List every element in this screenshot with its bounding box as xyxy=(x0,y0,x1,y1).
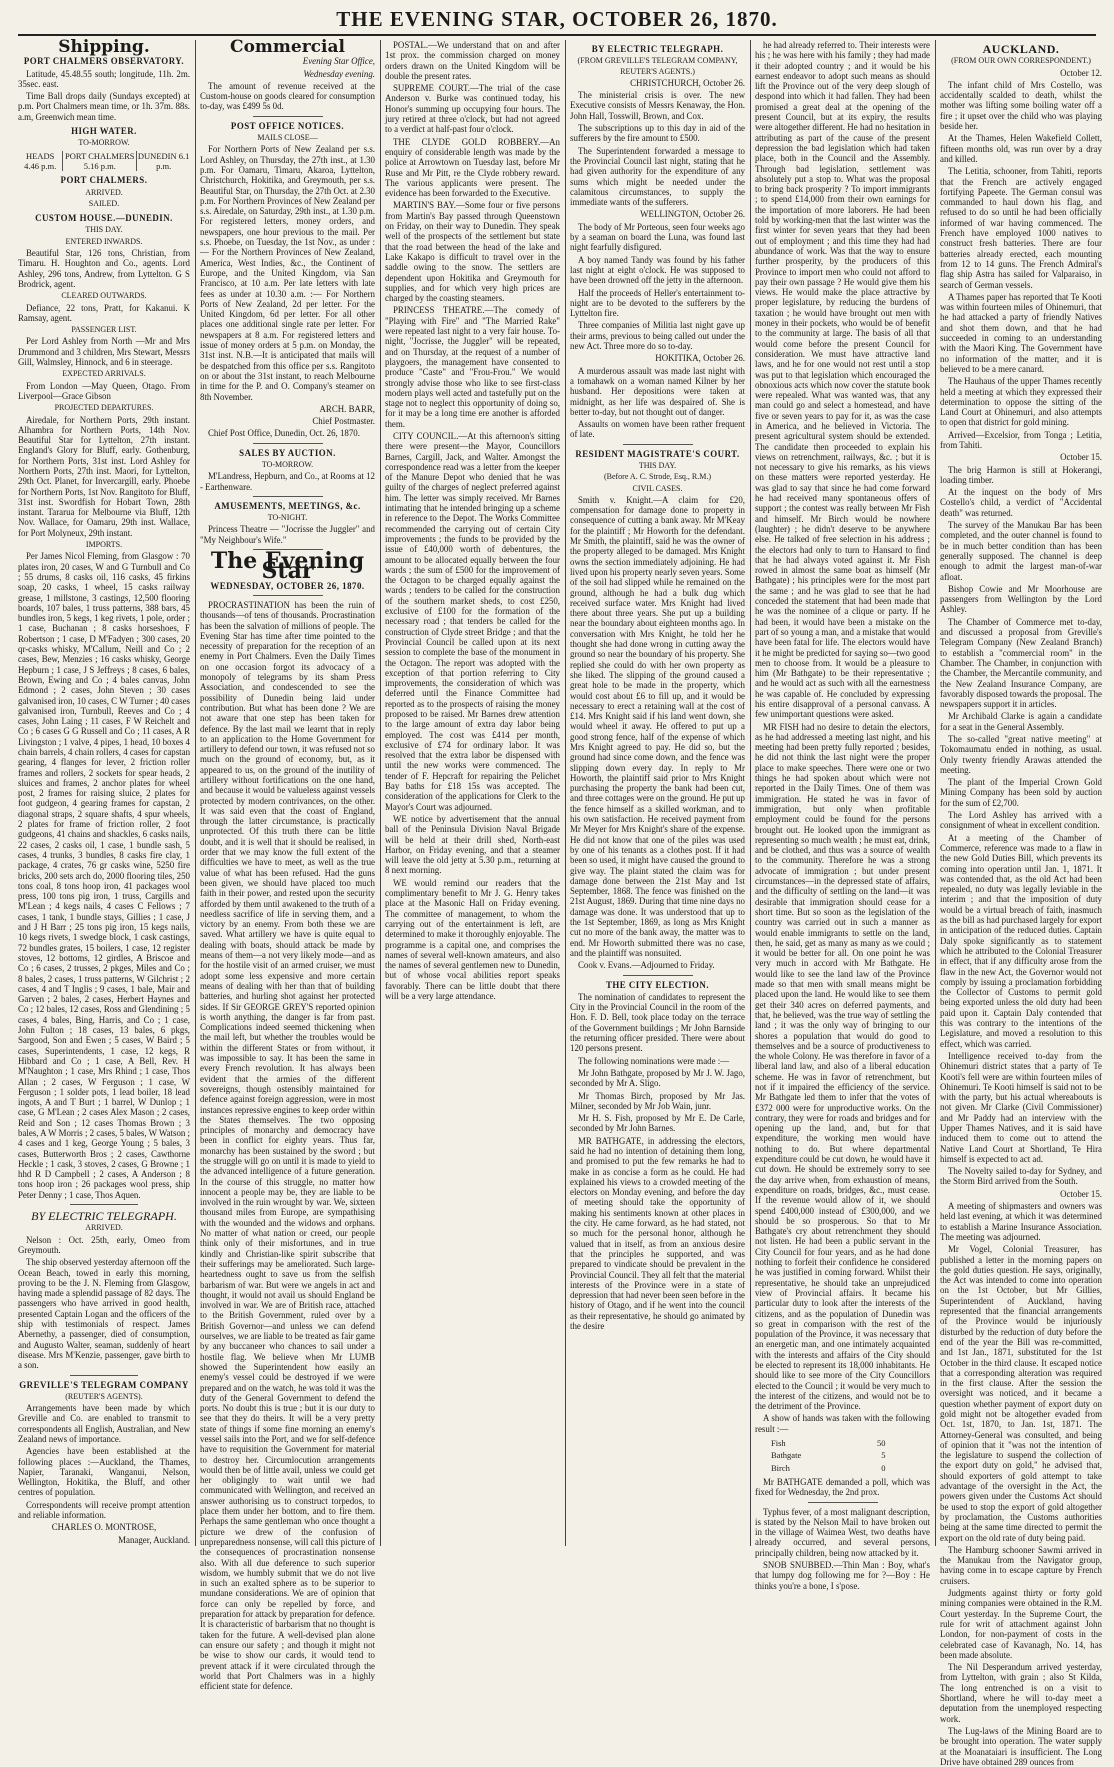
column-auckland xyxy=(936,40,1106,1767)
divider xyxy=(70,1375,139,1376)
tide-heads: HEADS 4.46 p.m. xyxy=(24,150,57,171)
auckland-item: Mr Archibald Clarke is again a candidate for a seat in the General Assembly. xyxy=(940,711,1102,732)
election-text-5: Mr H. S. Fish, proposed by Mr E. De Carle, seconded by Mr John Barnes. xyxy=(570,1113,745,1134)
table-row xyxy=(769,1438,888,1448)
election-cont-1: he had already referred to. Their interests were his ; he was here with his family ; they had made it their adopted country ; and it would be his earnest endeavor to adopt such means as should lift the Province out of the very deep slough of despond into which it had fallen. They had been promised a great deal at the opening of the present Council, but at its expiry, the results were altogether different. He had no hesitation in attributing as part of the cause of the present depression the bad legislation which had taken place, both in the Council and the Assembly. Through bad legislation, settlement was absolutely put a stop to. What was the proposal to bring back prosperity ? To import immigrants ; to spend £14,000 from their own earnings for the importation of more laborers. He had been told by working-men that the last winter was the first winter for seven years that they had been out of employment ; and this time they had had abundance of work. Was that the way to ensure further prosperity, by the producers of this Province to import men who could not afford to pay their own passage ? He would give them his views. He would make the place attractive by proper legislature, by reducing the burdens of taxation ; he would have brought out men with money in their pockets, who would be of benefit to the community at large. The basis of all that would come before the present Council for consideration. We must have attractive land laws, and he for one would not rest until a stop was put to that legislation which encouraged the obnoxious acts which now cover the statute book were repealed. What was wanted was, that any man could go and select a homestead, and have five or seven years to pay for it, as was the case in America, and he believed in Victoria. The present agricultural system should be extended. The candidate then proceeded to explain his views on retrenchment, railways, &c. ; but it is not necessary to give his remarks, as his views on these matters were reported yesterday. He was glad to say that since he had come forward he had received many spontaneous offers of support ; the contest was really between Mr Fish and himself. Mr Birch would be nowhere (laughter) ; he didn't deserve to be anywhere else. He talked of free selection in his address ; the electors had only to turn to Hansard to find that he had always voted against it. Mr Fish rowed in almost the same boat as himself (Mr Bathgate) ; his principles were for the most part the same ; and he was glad to see that he had conceded the statement that had been made that he was the nominee of a clique or party. If he had been, it would have been a mistake on the part of so young a man, and a mistake that would have been fatal for life. The electors would have it he might be predicted for saying so—two good men to choose from. It would be a pleasure to him (Mr Bathgate) to be their representative ; and he would act as such with all the earnestness he was capable of. He concluded by expressing his entire disapproval of a personal canvass. A few unimportant questions were asked. xyxy=(755,40,930,720)
column-editorial-cont xyxy=(381,40,564,1546)
sales-tomorrow-label: TO-MORROW. xyxy=(261,459,314,469)
auckland-item: The so-called "great native meeting" at Tokomaumatu ended in nothing, as usual. Only twenty friendly Arawas attended the meeting. xyxy=(940,734,1102,775)
column-telegraph xyxy=(566,40,749,1546)
vote-table xyxy=(767,1436,890,1475)
typhus-item: Typhus fever, of a most malignant description, is stated by the Nelson Mail to have broken out in the village of Waimea West, two deaths have already occurred, and several persons, principally children, being now attacked by it. xyxy=(755,1506,930,1558)
et-arrived-label: ARRIVED. xyxy=(85,1223,123,1233)
high-water-heading: HIGH WATER. xyxy=(71,126,137,137)
wellington-dateline: WELLINGTON, October 26. xyxy=(640,209,745,220)
telegraph-subheading: (FROM GREVILLE'S TELEGRAM COMPANY, REUTER'S AGENTS.) xyxy=(577,56,738,76)
commercial-heading: Commercial xyxy=(230,37,345,57)
show-of-hands: A show of hands was taken with the following result :— xyxy=(755,1413,930,1434)
divider xyxy=(253,443,323,444)
entered-inwards-text: Beautiful Star, 126 tons, Christian, from Timaru. H. Houghton and Co., agents. Lord Ashley, 296 tons, Andrew, from Lyttelton. G S Brodrick, agent. xyxy=(18,248,190,289)
column-commercial xyxy=(196,37,379,1692)
auckland-item: Arrived—Excelsior, from Tonga ; Letitia, from Tahiti. xyxy=(940,429,1102,450)
election-text-1: The nomination of candidates to represent the City in the Provincial Council in the room of the Hon. F. D. Bell, took place today on the terrace of the Government buildings ; Mr John Barnside the returning officer presided. There were about 120 persons present. xyxy=(570,991,745,1054)
expected-arrivals-text: From London —May Queen, Otago. From Liverpool—Grace Gibson xyxy=(18,380,190,401)
auckland-item: The infant child of Mrs Costello, was accidentally scalded to death, whilst the mother was lifting some boiling water off a fire ; it upset over the child who was playing beside her. xyxy=(940,79,1102,132)
sales-heading: SALES BY AUCTION. xyxy=(239,447,336,458)
auckland-item: The survey of the Manukau Bar has been completed, and the outer channel is found to be in much better condition than has been generally supposed. The channel is deep enough to admit the largest man-of-war afloat. xyxy=(940,520,1102,582)
projected-departures-label: PROJECTED DEPARTURES. xyxy=(54,403,154,413)
auckland-item: The Letitia, schooner, from Tahiti, reports that the French are actively engaged fortifying Papeete. The German consul was commanded to haul down his flag, and refused to do so until he had been officially informed of war having commenced. The French have employed 1000 natives to construct fresh batteries. There are four batteries already erected, each mounting from 12 to 14 guns. The French Admiral's flag ship Astra has sailed for Valparaiso, in search of German vessels. xyxy=(940,166,1102,290)
tide-dunedin: DUNEDIN 6.1 p.m. xyxy=(137,150,190,171)
page-title: THE EVENING STAR, OCTOBER 26, 1870. xyxy=(336,7,778,31)
table-row xyxy=(769,1463,888,1473)
wellington-item-1: The body of Mr Porteous, seen four weeks ago by a seaman on board the Luna, was found last night fearfully disfigured. xyxy=(570,221,745,253)
election-text-4: Mr Thomas Birch, proposed by Mr Jas. Milner, seconded by Mr Job Wain, junr. xyxy=(570,1090,745,1111)
editorial-date: WEDNESDAY, OCTOBER 26, 1870. xyxy=(210,580,365,591)
election-text-2: The following nominations were made :— xyxy=(578,1055,730,1066)
christchurch-item-1: The ministerial crisis is over. The new Executive consists of Messrs Kenaway, the Hon. John Hall, Tosswill, Brown, and Cox. xyxy=(570,90,745,121)
latitude-text: Latitude, 45.48.55 south; longitude, 11h. 2m. 35sec. east. xyxy=(18,68,190,89)
auckland-item: The Novelty sailed to-day for Sydney, and the Storm Bird arrived from the South. xyxy=(940,1166,1102,1187)
auckland-item: At the inquest on the body of Mrs Costello's child, a verdict of "Accidental death" was returned. xyxy=(940,487,1102,518)
projected-departures-text: Airedale, for Northern Ports, 29th instant. Alhambra for Northern Ports, 14th Nov. Beautiful Star for Lyttelton, 27th instant. England's Glory for Bluff, early. Gothenburg, for Northern Ports, 31st inst. Lord Ashley for Northern Ports, 27th inst. Maori, for Lyttelton, 29th Oct. Planet, for Invercargill, early. Phoebe for Northern Ports, 1st Nov. Rangitoto for Bluff, 31st inst. Swordfish for Hobart Town, 28th instant. Tararua for Melbourne via Bluff, 12th Nov. Wallace, for Oamaru, 29th inst. Wallace, for Port Molyneux, 29th instant. xyxy=(18,414,190,538)
telegraph-heading: BY ELECTRIC TELEGRAPH. xyxy=(591,44,724,54)
election-heading: THE CITY ELECTION. xyxy=(605,979,710,990)
this-day-label: THIS DAY. xyxy=(85,225,123,235)
local-princess-theatre: PRINCESS THEATRE.—The comedy of "Playing with Fire" and "The Married Rake" were repeated last night to a very fair house. To-night, "Jocrisse, the Juggler" will be repeated, and on Thursday, at the request of a number of playgoers, the management have consented to produce "Caste" and "Frou-Frou." We would strongly advise those who like to see first-class modern plays well acted and tastefully put on the stage not to neglect this opportunity of doing so, for it may be a long time ere another is afforded them. xyxy=(385,305,560,429)
wellington-item-3: Half the proceeds of Heller's entertainment to-night are to be devoted to the sufferers by the Lyttelton fire. xyxy=(570,287,745,319)
time-ball-text: Time Ball drops daily (Sundays excepted) at p.m. Port Chalmers mean time, or 1h. 37m. 88s. a.m, Greenwich mean time. xyxy=(18,91,190,122)
post-office-date: Chief Post Office, Dunedin, Oct. 26, 1870. xyxy=(208,428,360,439)
auckland-item: The Lug-laws of the Mining Board are to be brought into operation. The water supply at the Moanataiari is insufficient. The Long Drive have obtained 289 ounces from xyxy=(940,1725,1102,1767)
court-case-text: Smith v. Knight.—A claim for £20, compensation for damage done to property in consequence of cutting a bank away. Mr M'Keay for the plaintiff ; Mr Howorth for the defendant. Mr Smith, the plaintiff, said he was the owner of the property alleged to be damaged. Mrs Knight owns the section immediately adjoining. He had lived upon his property nearly seven years. Some of the soil had slipped while he remained on the ground, although he had a bulk dug which received surface water. Mrs Knight had lived there about three years. She put up a building near the boundary about eighteen months ago. In conversation with Mrs Knight, he told her he thought she had done wrong in cutting away the ground so near the boundary of his property. She replied she could do with her own property as she liked. The slipping of the ground caused a great hole to be made in the property, which would cost about £6 to fill up, and it would be necessary to erect a retaining wall at the cost of £14. Mrs Knight said if his land went down, she would wheel it away. He offered to put up a good strong fence, half of the expense of which Mrs Knight agreed to pay. He did so, but the ground had since come down, and the fence was slipping down every day. In reply to Mr Howorth, the plaintiff said prior to Mrs Knight purchasing the property the bank had been cut, and three cottages were on the ground. He put up the fence himself as a skilled workman, and to his own satisfaction. He received payment from Mr Meyer for Mrs Knight's share of the expense. He did not know that one of the piles was used by one of his tenants as a clothes post. If it had been so used, it might have caused the ground to give way. The plaint stated the claim was for damage done between the 21st May and 1st September, 1868. The fence was finished on the 21st August, 1869. During that time nine days no damage was done. It was understood that up to the 1st September, 1869, as long as Mrs Knight cut no more of the bank away, the matter was to end. Mr Howorth submitted there was no case, and the plaintiff was nonsuited. xyxy=(570,494,745,958)
election-cont-2: MR FISH had no desire to detain the electors, as he had addressed a meeting last night, and his meeting had been pretty fully reported ; besides, he did not think the last night were the proper place to make speeches. There were one or two things he had spoken about which were not reported in the Daily Times. One of them was immigration. He stated he was in favor of immigration, but only when profitable employment could be found for the persons brought out. He looked upon the immigrant as representing so much wealth ; he must eat, drink, and be clothed, and thus was a source of wealth to the community. Therefore he was a strong advocate of immigration ; but under present circumstances—in the depressed state of affairs, and the difficulty of settling on the land—it was desirable that immigration should cease for a short time. But so soon as the legislation of the country was carried out in such a manner as would enable immigrants to settle on the land, then, he said, get as many as many as we could ; it would be better for all. On one point he was very much in accord with Mr Bathgate. He would like to see the land law of the Province made so that men with small means might be placed upon the land. He would like to see them get their 340 acres on deferred payments, and that, he believed, was the true way of settling the land ; it was the only way of bringing to our shores a population that would do good to themselves and be a source of productiveness to the whole Colony. He was therefore in favor of a liberal land law, and also of a liberal education scheme. He was in favor of retrenchment, but not if it impaired the efficiency of the service. Mr Bathgate led them to infer that the votes of £372 000 were for unproductive works. On the contrary, they were for roads and bridges and for opening up the land, and, but for that expenditure, the working men would have nothing to do. But where departmental expenditure could be cut down, he would have it cut down. He should be extremely sorry to see the day arrive when, from exhaustion of means, expenditure on roads, bridges, &c., must cease. If the revenue would allow of it, we should spend £400,000 instead of £300,000, and we should be so prosperous. So that to Mr Bathgate's cry about retrenchment they should not listen. He had been a public servant in the City Council for four years, and as he had done nothing to forfeit their confidence he considered he was justified in coming forward. Whilst their representative, he should take an unprejudiced view of Provincial affairs. It became his particular duty to look after the interests of the citizens, and as the population of Dunedin was so great in comparison with the rest of the population of the Province, it was necessary that an energetic man, and one intimately acquainted with the interests and affairs of the City should be elected to represent its 18,000 inhabitants. He should like to see more of the City Councillors elected to the Council ; it would be very much to the interest of the citizens, and would not be to the detriment of the Province. xyxy=(755,721,930,1412)
local-clyde-robbery: THE CLYDE GOLD ROBBERY.—An enquiry of considerable length was made by the police at Arrowtown on Tuesday last, before Mr Ruse and Mr Pitt, re the Clyde robbery reward. The various applicants were present. The evidence has been forwarded to the Executive. xyxy=(385,136,560,199)
auckland-item: The plant of the Imperial Crown Gold Mining Company has been sold by auction for the sum of £2,700. xyxy=(940,777,1102,808)
table-row xyxy=(769,1450,888,1460)
auckland-item: The Lord Ashley has arrived with a consignment of wheat in excellent condition. xyxy=(940,810,1102,831)
cleared-outwards-text: Defiance, 22 tons, Pratt, for Kakanui. K Ramsay, agent. xyxy=(18,302,190,323)
snob-item: SNOB SNUBBED.—Thin Man : Boy, what's that lumpy dog following me for ?—Boy : He thinks you're a bone, I s'pose. xyxy=(755,1560,930,1591)
local-city-council: CITY COUNCIL.—At this afternoon's sitting there were present—the Mayor, Councillors Barnes, Cargill, Jack, and Walter. Amongst the correspondence read was a letter from the keeper of the Manure Depot who denied that he was guilty of the charges of neglect preferred against him. The letter was simply received. Mr Barnes intimating that he intended bringing up a scheme in reference to the Depot. The Works Committee recommended the carrying out of certain City improvements ; the funds to be provided by the issue of £40,000 worth of debentures, the amount to be allocated equally between the four wards ; the sum of £500 for the improvement of the Octagon to be charged equally against the wards ; tenders to be called for the construction of the southern market sheds, to cost £250, exclusive of £100 for the formation of the necessary road ; that tenders be called for the construction of Clyde street Bridge ; and that the Provincial Council be called upon at its next session to complete the base of the monument in the Octagon. The report was adopted with the exception of that portion referring to City improvements, the consideration of which was deferred until the Finance Committee had reported as to the prospects of raising the money proposed to be raised. Mr Barnes drew attention to the large amount of extra day labor being employed. The cost was £414 per month, exclusive of £74 for ordinary labor. It was resolved that the extra labor be dispensed with until the new works were commenced. The tender of F. Hepcraft for repairing the Pelichet Bay baths for £18 15s was accepted. The consideration of the applications for Clerk to the Mayor's Court was adjourned. xyxy=(385,430,560,812)
shipping-heading: Shipping. xyxy=(58,37,150,57)
divider xyxy=(623,444,693,445)
greville-signature-name: CHARLES O. MONTROSE, xyxy=(51,1522,157,1533)
tide-port-chalmers: PORT CHALMERS 5.16 p.m. xyxy=(63,151,137,172)
divider xyxy=(808,1502,878,1503)
court-this-day: THIS DAY. xyxy=(638,460,677,470)
local-postal: POSTAL.—We understand that on and after 1st prox. the commission charged on money orders drawn on the United Kingdom will be double the present rates. xyxy=(385,40,560,81)
divider xyxy=(253,116,323,117)
passenger-list-label: PASSENGER LIST. xyxy=(71,325,137,335)
expected-arrivals-label: EXPECTED ARRIVALS. xyxy=(62,369,146,379)
election-text-6: MR BATHGATE, in addressing the electors, said he had no intention of detaining them long, and promised to put the few remarks he had to make in as concise a form as he could. He had explained his views to a crowded meeting of the electors on Monday evening, and before the day of meeting should take the opportunity of making his sentiments known at other places in the city. He came forward, as he had stated, not so much for the personal honor, although he valued that in itself, as from an anxious desire that the principles he supported, and was prepared to vindicate should be prevalent in the Provincial Council. They all felt that the material interests of the Province were in a state of depression that had never been seen before in the history of Otago, and if he went into the council as their representative, he should go animated by the desire xyxy=(570,1135,745,1332)
auckland-item: The Chamber of Commerce met to-day, and discussed a proposal from Greville's Telegram Company (New Zealand Branch) to establish a "commercial room" in the Chamber. The Chamber, in conjunction with the Chamber, the Mercantile community, and the New Zealand Insurance Company, are favorably disposed towards the proposal. The newspapers support it in articles. xyxy=(940,616,1102,710)
election-text-3: Mr John Bathgate, proposed by Mr J. W. Jago, seconded by Mr A. Sligo. xyxy=(570,1067,745,1089)
vote-count: 50 xyxy=(877,1438,886,1449)
divider xyxy=(253,496,323,497)
amusements-tonight-label: TO-NIGHT. xyxy=(267,513,308,523)
auckland-item: Judgments against thirty or forty gold mining companies were obtained in the R.M. Court yesterday. In the Supreme Court, the rule for writ of attachment against John London, for non-payment of costs in the celebrated case of Kavanagh, No. 14, has been made absolute. xyxy=(940,1588,1102,1660)
auckland-heading: AUCKLAND. xyxy=(982,42,1060,56)
court-cook-evans: Cook v. Evans.—Adjourned to Friday. xyxy=(578,960,715,971)
entered-inwards-label: ENTERED INWARDS. xyxy=(65,236,143,246)
greville-text-2: Agencies have been established at the following places :—Auckland, the Thames, Napier, Taranaki, Wanganui, Nelson, Wellington, Hokitika, the Bluff, and other centres of population. xyxy=(18,1446,190,1498)
poll-demand: Mr BATHGATE demanded a poll, which was fixed for Wednesday, the 2nd prox. xyxy=(755,1476,930,1498)
greville-signature-title: Manager, Auckland. xyxy=(118,1534,190,1545)
vote-candidate: Bathgate xyxy=(771,1450,802,1461)
arrived-label: ARRIVED. xyxy=(85,187,123,197)
vote-candidate: Fish xyxy=(771,1438,786,1449)
masthead xyxy=(18,4,1096,36)
commercial-day: Wednesday evening. xyxy=(303,68,375,79)
local-martins-bay: MARTIN'S BAY.—Some four or five persons from Martin's Bay passed through Queenstown on Friday, on their way to Dunedin. They speak well of the prospects of the settlement but state that the road between the head of the lake and Lake Kakapo is difficult to travel over in the saddle owing to the snow. The settlers are dependent upon Hokitika and Greymouth for supplies, and for which very high prices are charged by the coasting steamers. xyxy=(385,200,560,304)
vote-count: 5 xyxy=(881,1450,886,1461)
greville-heading: GREVILLE'S TELEGRAM COMPANY xyxy=(19,1379,189,1390)
column-shipping xyxy=(14,37,194,1546)
commercial-text: The amount of revenue received at the Custom-house on goods cleared for consumption to-day, was £499 5s 0d. xyxy=(200,80,375,112)
auckland-item: Bishop Cowie and Mr Moorhouse are passengers from Wellington by the Lord Ashley. xyxy=(940,583,1102,615)
divider xyxy=(70,1204,139,1205)
greville-subheading: (REUTER'S AGENTS). xyxy=(65,1391,143,1401)
vote-candidate: Birch xyxy=(771,1462,790,1473)
auckland-item: The Hauhaus of the upper Thames recently held a meeting at which they expressed their determination to oppose the sitting of the Land Court at Ohinemuri, and also attempts to open that district for gold mining. xyxy=(940,376,1102,428)
auckland-date-1: October 12. xyxy=(1060,67,1102,78)
postmaster-title: Chief Postmaster. xyxy=(312,416,375,427)
mails-close-label: MAILS CLOSE— xyxy=(257,133,318,143)
imports-text: Per James Nicol Fleming, from Glasgow : 70 plates iron, 20 cases, W and G Turnbull and Co ; 55 drums, 8 casks oil, 116 casks, 45 firkins soap, 20 casks, 1 wheel, 15 casks railway grease, 1 millstone, 3 castings, 12,500 flooring boards, 107 bales, 1 truss patterns, 388 bars, 45 bundles iron, 5 kegs, 1 keg rivets, 1 pole, order ; 1 case, Buchanan ; 8 casks horseshoes, F Robertson ; 1 case, D M'Fadyen ; 300 cases, 20 qr-casks whisky, M'Callum, Neill and Co ; 2 cases, Bew, Menzies ; 16 casks whisky, George Hepburn ; 1 case, J S Jeffreys ; 8 cases, 6 bales, Brown, Ewing and Co ; 4 bales canvas, John Edmond ; 2 cases, John Steven ; 30 cases galvanised iron, 10 cases, C W Turner ; 40 cases galvanised iron, Turnbull, Reeves and Co ; 4 cases, John Laing ; 11 cases, F W Reichelt and Co ; 6 cases G G Russell and Co ; 11 cases, A R Livingston ; 1 valve, 4 pipes, 1 head, 10 boxes 4 chain barrels, 4 chain rollers, 4 cases for capstan gearing, 4 flanges for lever, 2 friction roller frames and rollers, 2 sockets for spear heads, 2 sluices and frames, 2 anchor plates for wheel post, 2 frames for raising sluice, 2 plates for foot gudgeon, 4 gearing frames for capstan, 2 diagonal straps, 2 square shafts, 4 spur wheels, 2 plates for frame of friction roller, 2 foot gudgeons, 41 chains and shackles, 6 casks nails, 22 cases, 2 casks oil, 1 case, 1 bundle sash, 5 cases, 4 trunks, 3 bundles, 8 casks fire clay, 1 package, 4 crates, 76 gr casks wine, 5250 fire bricks, 200 sets arch do, 2000 flooring tiles, 250 tons coal, 8 tons hoop iron, 41 packages wool press, 100 tons pig iron, 1 truss, Cargills and M'Lean ; 4 kegs nails, 4 cases C Fellows ; 7 cases, 1 tank, 1 bundle stays, Gillies ; 1 case, J and J H Barr ; 25 tons pig iron, 15 kegs nails, 10 kegs rivets, 1 swedge block, 1 cask castings, 72 bundles grates, 15 boilers, 1 case, 12 register stoves, 12 bottoms, 12 girdles, A Briscoe and Co ; 6 cases, 2 trusses, 2 pkges, Miles and Co ; 8 bales, 2 cases, 1 truss patterns, W Gilchrist ; 2 cases, 4 and T Inglis ; 9 cases, 1 bale, Mair and Garven ; 2 bales, 2 cases, Herbert Haynes and Co ; 12 bales, 12 cases, Ross and Glendining ; 5 cases, 4 bales, Bing, Harris, and Co ; 1 case, John Fulton ; 18 cases, 13 bales, 6 pkgs, Sargood, Son and Ewen ; 5 cases, W Baird ; 5 cases, Superintendents, 1 case, 12 kegs, R Hibbard and Co ; 1 case, A Bell, Rev. H M'Naughton ; 1 case, Mrs Rhind ; 1 case, Thos Allan ; 2 cases, W Ferguson ; 1 case, W Ferguson ; 1 solder pots, 1 lead boiler, 18 lead ingots, A and T Burt ; 1 barrel, W Dunlop ; 1 case, G M'Lean ; 2 cases Alex Mason ; 2 cases, Reid and Son ; 12 cases Thomas Brown ; 3 bales, A W Morris ; 2 cases, 5 bales, W Watson ; 4 cases and 1 keg, George Young ; 5 bales, 3 cases, Butterworth Bros ; 2 cases, Cawthorne Heckle ; 1 cask, 3 stoves, 2 cases, G Browne ; 1 hhd R D Campbell ; 2 cases, A Anderson ; 8 tons hoop iron ; 26 packages wool press, ship Peter Denny ; 1 case, Thos Aquen. xyxy=(18,551,191,1200)
cleared-outwards-label: CLEARED OUTWARDS. xyxy=(61,291,147,301)
commercial-office: Evening Star Office, xyxy=(302,56,375,67)
tide-table xyxy=(18,151,190,172)
local-naval-ball: WE notice by advertisement that the annual ball of the Peninsula Division Naval Brigade will be held at their drill shed, North-east Harbor, on Friday evening, and that a steamer will leave the old jetty at 5.30 p.m., returning at 8 next morning. xyxy=(385,813,560,876)
civil-cases-label: CIVIL CASES. xyxy=(632,483,683,493)
column-election-cont xyxy=(751,40,934,1591)
christchurch-item-2: The subscriptions up to this day in aid of the sufferers by the fire amount to £500. xyxy=(570,123,745,144)
greville-text-3: Correspondents will receive prompt attention and reliable information. xyxy=(18,1499,190,1521)
ship-report-text: The ship observed yesterday afternoon off the Ocean Beach, towed in early this morning, proving to be the J. N. Fleming from Glasgow, having made a splendid passage of 82 days. The passengers who have arrived in good health, presented Captain Logan and the officers of the ship with testimonials of respect. James Abernethy, a passenger, died of consumption, and Augusto Walter, seaman, suddenly of heart disease. Mrs M'Kenzie, passenger, gave birth to a son. xyxy=(18,1257,190,1371)
greville-text-1: Arrangements have been made by which Greville and Co. are enabled to transmit to correspondents all English, Australian, and New Zealand news of importance. xyxy=(18,1403,190,1444)
custom-house-heading: CUSTOM HOUSE.—DUNEDIN. xyxy=(35,213,173,224)
newspaper-nameplate: The Evening Star xyxy=(210,548,365,585)
sailed-label: SAILED. xyxy=(88,198,120,208)
amusements-text: Princess Theatre — "Jocrisse the Juggler" and "My Neighbour's Wife." xyxy=(200,524,375,545)
auckland-item: Mr Vogel, Colonial Treasurer, has published a letter in the morning papers on the gold duties question. He says, originally, the Act was intended to come into operation on the 1st October, but Mr Gillies, Superintendent of Auckland, having represented that the financial arrangements of the Province would be injuriously disturbed by the reduction of duty before the end of the year the Bill was re-committed, and 1st Jan., 1871, substituted for the 1st October in the third clause. It escaped notice that a corresponding alteration was required in the first clause. After the session the oversight was noticed, and it became a question whether payment of export duty on gold might not be altogether evaded from Oct. 1st, 1870, to Jan. 1st, 1871. The Attorney-General was consulted, and being of opinion that it "was not the intention of the legislature to suspend the collection of the export duty on gold," he advised that, should exporters of gold attempt to take advantage of the oversight in the Act, the powers given under the Customs Act should be used to stop the export of gold altogether by proclamation, the Customs authorities being at the same time directed to permit the export on the old rate of duty being paid. xyxy=(940,1244,1102,1543)
amusements-heading: AMUSEMENTS, MEETINGS, &c. xyxy=(214,500,361,511)
christchurch-item-3: The Superintendent forwarded a message to the Provincial Council last night, stating that he had given authority for the expenditure of any sums which might be needed under the calamitous circumstances, to supply the immediate wants of the sufferers. xyxy=(570,145,745,208)
electric-telegraph-heading: BY ELECTRIC TELEGRAPH. xyxy=(31,1209,177,1224)
court-heading: RESIDENT MAGISTRATE'S COURT. xyxy=(575,448,740,459)
et-arrived-text: Nelson : Oct. 25th, early, Omeo from Greymouth. xyxy=(18,1234,190,1255)
hokitika-dateline: HOKITIKA, October 26. xyxy=(655,353,745,364)
observatory-heading: PORT CHALMERS OBSERVATORY. xyxy=(23,56,185,67)
tomorrow-label: TO-MORROW. xyxy=(78,138,130,148)
auckland-item: At the Thames, Helen Wakefield Collett, fifteen months old, was run over by a dray and killed. xyxy=(940,133,1102,164)
postmaster-name: ARCH. BARR, xyxy=(319,403,375,414)
local-supreme-court: SUPREME COURT.—The trial of the case Anderson v. Burke was continued today, his Honor's summing up occupying four hours. The jury retired at three o'clock, but had not agreed to a verdict at half-past four o'clock. xyxy=(385,83,560,135)
vote-count: 0 xyxy=(881,1462,886,1473)
auckland-date-2: October 15. xyxy=(1060,452,1102,463)
port-chalmers-heading: PORT CHALMERS. xyxy=(60,175,148,186)
auckland-item: The Nil Desperandum arrived yesterday, from Lyttelton, with grain ; also St Kilda, The long entrenched is on a visit to Shortland, where he will to-day meet a deputation from the unemployed respecting work. xyxy=(940,1662,1102,1724)
passenger-list-text: Per Lord Ashley from North —Mr and Mrs Drummond and 3 children, Mrs Stewart, Messrs Gill, Walmsley, Hinnock, and 6 in steerage. xyxy=(18,336,190,368)
sales-text: M'Landress, Hepburn, and Co., at Rooms at 12 - Earthenware. xyxy=(200,471,375,492)
imports-label: IMPORTS. xyxy=(85,540,123,550)
auckland-item: The Hamburg schooner Sawmi arrived in the Manukau from the Navigator group, having come in to escape capture by French cruisers. xyxy=(940,1544,1102,1586)
auckland-item: A meeting of shipmasters and owners was held last evening, at which it was determined to establish a Marine Insurance Association. The meeting was adjourned. xyxy=(940,1201,1102,1242)
hokitika-item-1: A murderous assault was made last night with a tomahawk on a woman named Kilner by her husband. Her depositions were taken at midnight, as her life was despaired of. She is better to-day, but not thought out of danger. xyxy=(570,365,745,417)
editorial-text: PROCRASTINATION has been the ruin of thousands—of tens of thousands. Procrastination has been the salvation of millions of people. The Evening Star has time after time pointed to the necessity of preparation for the reception of an enemy in Port Chalmers. Even the Daily Times on one occasion forgot its advocacy of a monopoly of telegrams by its sham Press Association, and condescended to see the possibility of Dunedin being laid under contribution. But what has been done ? We are not aware that one step has been taken for defence. By the last mail we learnt that in reply to an application to the Home Government for artillery to defend our town, it was refused not so much on the ground of economy, but, as it appeared to us, on the ground of the inutility of artillery without fortifications on the one hand, and because it would be valueless against vessels protected by modern contrivances, on the other. It was said even that the coast of England, through the latter circumstance, is practically unprotected. Of this truth there can be little doubt, and it is well that it should be realised, in order that we may know the full extent of the difficulties we have to meet, as well as the true value of what has been refused. Had the guns been given, we should have placed too much faith in their power, and rested upon the security afforded by them until awakened to the truth of a needless sacrifice of life in serving them, and a victory by an enemy. From both these we are saved. What artillery we have is quite equal to dealing with boats, should attack be made by means of them—a not very likely mode—and as for the hostile visit of an armed cruiser, we must adopt some less expensive and more certain means of dealing with her than that of building batteries, and hurling shot against her protected sides. If Sir GEORGE GREY'S reported opinion is worth anything, the danger is far from past. Complications indeed seemed thickening when the mail left, but whether the troubles would be within the different States or from without, it was impossible to say. It has been the same in every French revolution. It has always been evident that the armies of the different sovereigns, though ostensibly maintained for defence against foreign aggression, were in most instances repressive engines to keep order within the States themselves. The two opposing principles of monarchy and democracy have been in conflict for eighty years. Thus far, monarchy has been sustained by the sword ; but the struggle will go on until it is made to yield to the advanced intelligence of a future generation. In the course of this struggle, no matter how innocent a people may be, they are liable to be involved in the ruin wrought by war. We, sixteen thousand miles from Europe, are sympathising with the wounded and the widows and orphans. No matter of what nation or creed, our people think only of their misfortunes, and in true kindly and Christian-like spirit subscribe that their sufferings may be ameliorated. Such large-heartedness ought to save us from the selfish barbarism of war. But were we angels in act and thought, it would not avail us should England be involved in war. We are of British race, attached to the British Government, ruled over by a British Governor—and unless we can defend ourselves, we are liable to be treated as fair game by any buccaneer who chances to sail under a hostile flag. We believe when Mr LUMB showed the Superintendent how easily an enemy's vessel could be destroyed if we were prepared and on the watch, he was told it was the duty of the General Government to defend the ports. No doubt this is true ; but it is our duty to see that they do theirs. It will be a very pretty state of things if some fine morning an enemy's vessel sails into the Port, and we for self-defence have to requisition the Government for material to destroy her. Circumlocution arrangements would then be of little avail, unless we could get her obligingly to wait until we had communicated with Wellington, and received an answer authorising us to construct torpedos, to place them under her bottom, and to fire them. Perhaps the same gentleman who once thought a picture we drew of the confusion of unpreparedness nonsense, will call this picture of the consequences of procrastination nonsense also. With all due deference to such superior wisdom, we humbly submit that we do not live in such an exalted sphere as to be superior to mundane considerations. We are of opinion that force can only be repelled by force, and preparation for attack by preparation for defence. It is characteristic of barbarism that no thought is taken for the future. A well-devised plan alone can ensure our safety ; and though it might not be wise to show our cards, it would tend to prevent attack if it were circulated through the world that Port Chalmers was in a highly efficient state for defence. xyxy=(200,599,375,1692)
post-office-text: For Northern Ports of New Zealand per s.s. Lord Ashley, on Thursday, the 27th inst., at 1.30 p.m. For Oamaru, Timaru, Akaroa, Lyttelton, Christchurch, Hokitika, and Greymouth, per s.s. Beautiful Star, on Thursday, the 27th Oct. at 2.30 p.m. For Northern Provinces of New Zealand per s.s. Airedale, on Saturday, 29th inst., at 1.30 p.m. For registered letters, money orders, and newspapers, one hour previous to the mail. Per s.s. Phoebe, on Tuesday, the 1st Nov., as under :— For the Northern Provinces of New Zealand, America, West Indies, &c., the Continent of Europe, and the United Kingdom, via San Francisco, at 10 a.m. Per late letters with late fees as under at 10.30 a.m. :— For Northern Ports of New Zealand, 2d per letter. For the United Kingdom, 6d per letter. For all other places one additional single rate per letter. For newspapers at 8 a.m. For registered letters and issue of money orders at 5 p.m. on Monday, the 31st inst. N.B.—It is anticipated that mails will be despatched from this office per s.s. Rangitoto on or about the 31st instant, to reach Melbourne in time for the P. and O. Company's steamer on 8th November. xyxy=(200,144,375,402)
auckland-item: The brig Harmon is still at Hokerangi, loading timber. xyxy=(940,464,1102,485)
auckland-item: At a meeting of the Chamber of Commerce, reference was made to a flaw in the new Gold Duties Bill, which prevents its coming into operation until Jan. 1, 1871. It was contended that, as the old Act had been repealed, no duty was legally leviable in the interim ; and that the imposition of duty would be a virtual breach of faith, inasmuch as the bill as had purchased largely for export in anticipation of the reduced duties. Captain Daly spoke significantly as to statement which he attributed to the Colonial Treasurer in effect, that if any difficulty arose from the flaw in the new Act, the Governor would not comply by issuing a proclamation forbidding the Collector of Customs to permit gold being exported unless the old duty had been paid upon it. Captain Daly contended that this was contrary to the intentions of the Legislature, and moved a resolution to this effect, which was carried. xyxy=(940,832,1102,1049)
divider xyxy=(253,595,323,596)
court-before: (Before A. C. Strode, Esq., R.M.) xyxy=(603,472,712,482)
auckland-item: A Thames paper has reported that Te Kooti was within fourteen miles of Ohinemuri, that he had attacked a party of friendly Natives and shot them down, and that he had succeeded in coming to an understanding with the Maori King. The Government have no information of the matter, and it is believed to be a mere canard. xyxy=(940,291,1102,374)
auckland-item: Intelligence received to-day from the Ohinemuri district states that a party of Te Kooti's fell were are within fourteen miles of Ohinemuri. Te Kooti himself is said not to be with the party, but his actual whereabouts is not given. Mr Clarke (Civil Commissioner) and Mr Paddy had an interview with the Upper Thames Natives, and it is said have induced them to come out to attend the Native Land Court at Shortland, Te Hira himself is expected to act ad. xyxy=(940,1050,1102,1164)
auckland-subheading: (FROM OUR OWN CORRESPONDENT.) xyxy=(951,56,1091,66)
wellington-item-4: Three companies of Militia last night gave up their arms, previous to being called out under the new Act. Three more do so to-day. xyxy=(570,320,745,352)
divider xyxy=(623,975,693,976)
local-benefit: WE would remind our readers that the complimentary benefit to Mr J. G. Henry takes place at the Masonic Hall on Friday evening. The committee of management, to whom the carrying out of the entertainment is left, are determined to make it thoroughly enjoyable. The programme is a capital one, and comprises the names of several well-known amateurs, and also the names of several gentlemen new to Dunedin, but of whose vocal abilities report speaks favorably. There can be little doubt that there will be a very large attendance. xyxy=(385,877,560,1002)
wellington-item-2: A boy named Tandy was found by his father last night at eight o'clock. He was supposed to have been drowned off the jetty in the afternoon. xyxy=(570,254,745,286)
christchurch-dateline: CHRISTCHURCH, October 26. xyxy=(630,77,745,88)
auckland-date-3: October 15. xyxy=(1060,1188,1102,1199)
post-office-heading: POST OFFICE NOTICES. xyxy=(230,120,345,131)
hokitika-item-2: Assaults on women have been rather frequent of late. xyxy=(570,419,745,440)
